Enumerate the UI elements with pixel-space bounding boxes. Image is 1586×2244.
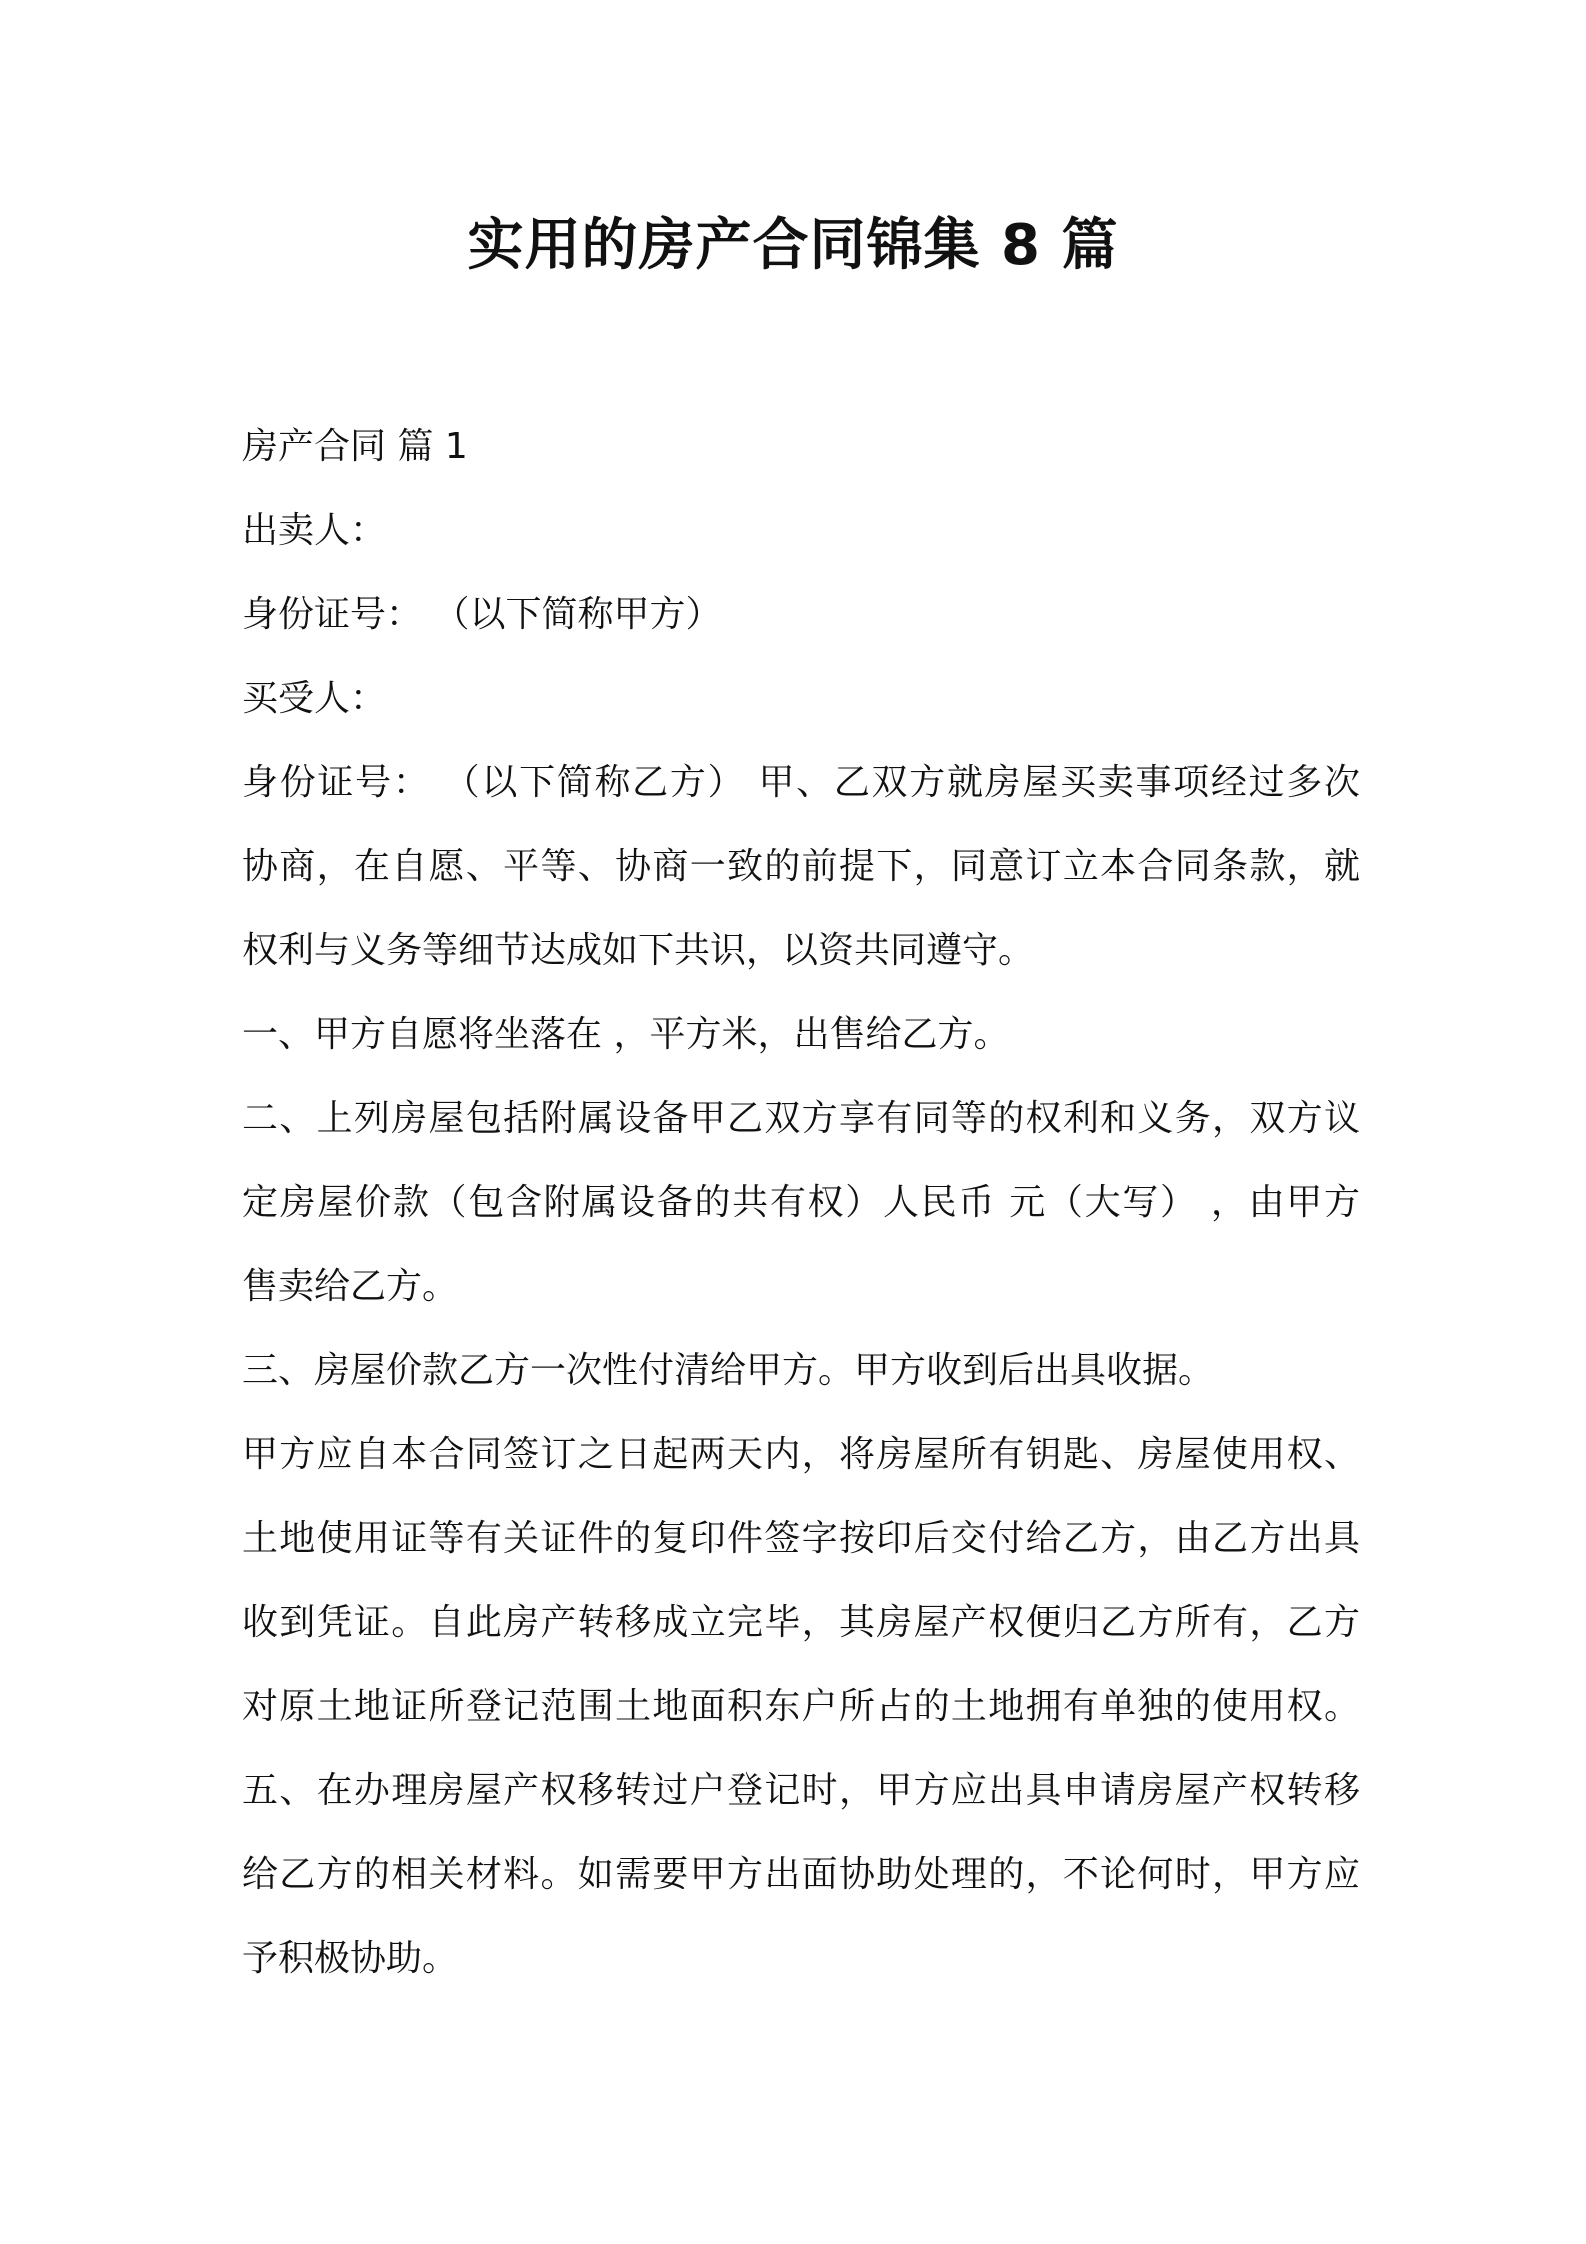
paragraph-line: 对原土地证所登记范围土地面积东户所占的土地拥有单独的使用权。 — [242, 1686, 1360, 1727]
paragraph-line: 身份证号： （以下简称乙方） 甲、乙双方就房屋买卖事项经过多次 — [242, 762, 1360, 803]
clause-3-line: 三、房屋价款乙方一次性付清给甲方。甲方收到后出具收据。 — [242, 1350, 1215, 1391]
clause-5-line: 予积极协助。 — [242, 1938, 459, 1979]
clause-5-line: 五、在办理房屋产权移转过户登记时，甲方应出具申请房屋产权转移 — [242, 1770, 1360, 1811]
clause-2-line: 售卖给乙方。 — [242, 1266, 459, 1307]
seller-label: 出卖人： — [242, 510, 387, 551]
document-title: 实用的房产合同锦集 8 篇 — [467, 213, 1119, 278]
clause-2-line: 定房屋价款（包含附属设备的共有权）人民币 元（大写） ，由甲方 — [242, 1182, 1360, 1223]
paragraph-line: 协商，在自愿、平等、协商一致的前提下，同意订立本合同条款，就 — [242, 846, 1360, 887]
paragraph-line: 权利与义务等细节达成如下共识，以资共同遵守。 — [242, 930, 1035, 971]
clause-1-line: 一、甲方自愿将坐落在 ，平方米，出售给乙方。 — [242, 1014, 1010, 1055]
paragraph-line: 收到凭证。自此房产转移成立完毕，其房屋产权便归乙方所有，乙方 — [242, 1602, 1360, 1643]
seller-id-line: 身份证号： （以下简称甲方） — [242, 594, 722, 635]
clause-2-line: 二、上列房屋包括附属设备甲乙双方享有同等的权利和义务，双方议 — [242, 1098, 1360, 1139]
clause-5-line: 给乙方的相关材料。如需要甲方出面协助处理的，不论何时，甲方应 — [242, 1854, 1360, 1895]
section-heading: 房产合同 篇 1 — [242, 426, 468, 467]
paragraph-line: 甲方应自本合同签订之日起两天内，将房屋所有钥匙、房屋使用权、 — [242, 1434, 1360, 1475]
buyer-label: 买受人： — [242, 678, 387, 719]
paragraph-line: 土地使用证等有关证件的复印件签字按印后交付给乙方，由乙方出具 — [242, 1518, 1360, 1559]
document-body — [242, 405, 1360, 2001]
